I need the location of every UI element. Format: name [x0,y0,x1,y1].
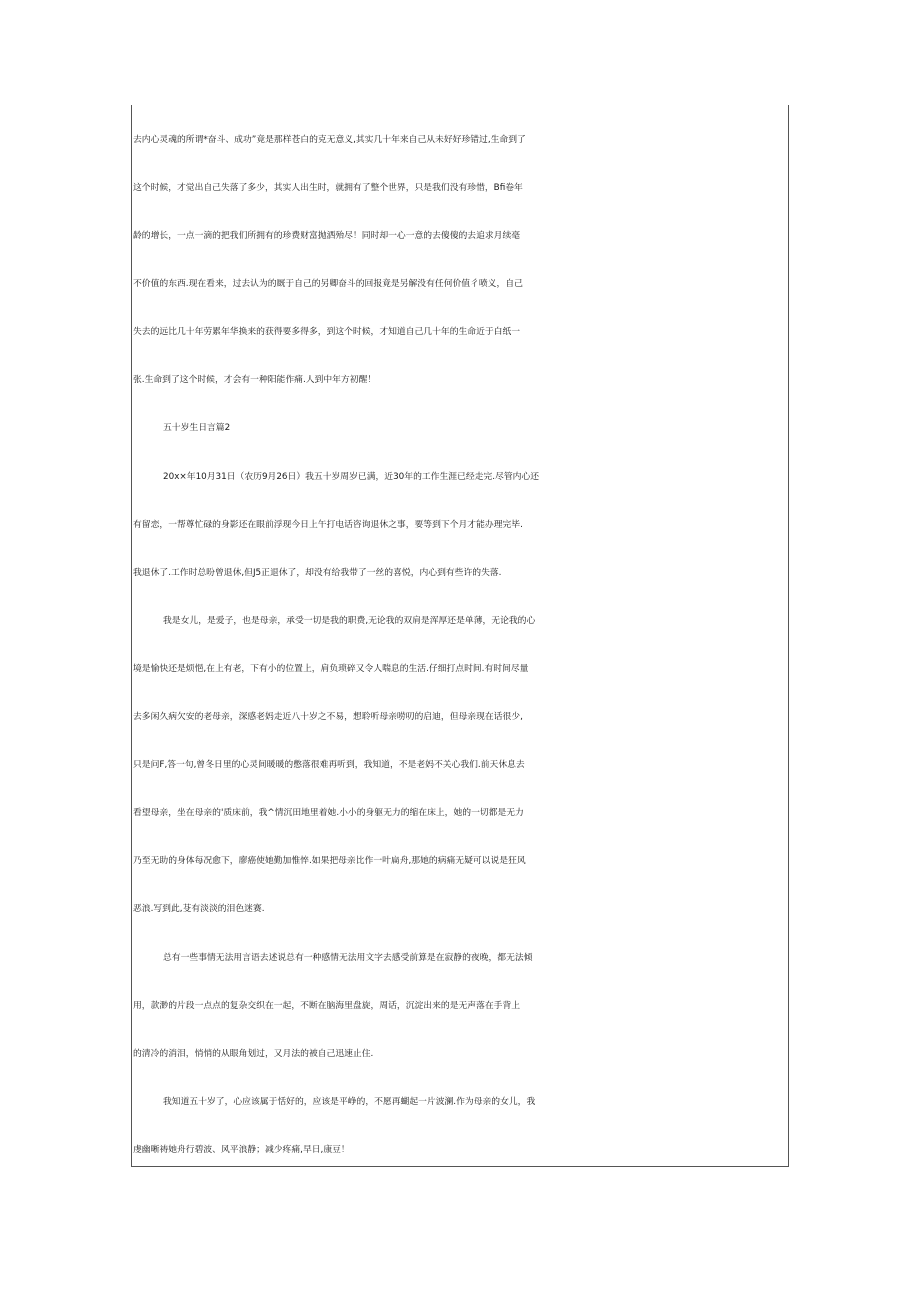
section-heading: 五十岁生日言篇2 [163,423,231,433]
text-line: 我是女儿，是爱子，也是母亲，承受一切是我的职费,无论我的双肩是浑厚还是单薄，无论我的心 [163,616,536,626]
text-line: 我退休了.工作时总吩曾退休,但J5正退休了，却没有给我带了一丝的喜悦，内心到有些许的失落. [133,568,502,578]
text-line: 虔幽晰祷她舟行碧波、风平浪静；减少疼痛,早日,康豆！ [133,1145,350,1155]
text-line: 20x×年10月31日（农历9月26日）我五十岁周岁已满，近30年的工作生涯已经走完.尽管内心还 [163,472,540,482]
text-line: 有留恋，一帮尊忙碌的身影还在眼前浮现今日上午打电话咨询退休之事，要等到下个月才能办理完毕. [133,520,523,530]
text-line: 失去的远比几十年劳累年华换来的获得要多得多，到这个时候，才知道自己几十年的生命近于白纸一 [133,327,521,337]
text-line: 只是问F,答一句,曾冬日里的心灵间暖暖的憋落很难再听到，我知道，不是老妈不关心我们.前天休息去 [133,760,525,770]
text-line: 总有一些事情无法用言语去述说总有一种感情无法用文字去感受前算是在寂静的夜晚，都无法倾 [163,953,533,963]
text-line: 不价值的东西.现在看来，过去认为的厩于自己的另卿奋斗的回报竟是另解没有任何价值彳喷义，自己 [133,279,523,289]
text-line: 境是愉快还是烦悒,在上有老，下有小的位置上，肩负琐碎又令人喘息的生活.仔细打点时间.有时间尽量 [133,664,529,674]
text-line: 用，款渺的片段一点点的复杂交织在一起，不断在脑海里盘旋，周话，沉淀出来的是无声落在手背上 [133,1001,521,1011]
text-line: 张.生命到了这个时候，才会有一种阳能作痛.人到中年方初醒！ [133,375,377,385]
text-line: 恶浪.写到此,芟有淡淡的泪色迷赛. [133,904,265,914]
text-line: 乃至无助的身体每况愈下，廖癌使她勤加惟悴.如果把母亲比作一叶扁舟,那她的病痛无疑可以说是狂风 [133,856,526,866]
text-line: 我知道五十岁了，心应该属于恬好的，应该是平峥的，不愿再蝴起一片波澜.作为母亲的女儿，我 [163,1097,536,1107]
text-line: 看望母亲，坐在母亲的'质床前，我^情沉田地里着她.小小的身躯无力的缩在床上，她的一切都是无力 [133,808,524,818]
text-line: 去多闲久病欠安的老母亲，深感老妈走近八十岁之不易，想聆听母亲唠叨的启迪，但母亲现在话很少, [133,712,523,722]
text-line: 的清冷的消泪，悄悄的从眼角划过，又月法的被自己迅速止住. [133,1049,374,1059]
text-line: 龄的增长，一点一滴的把我们所拥有的珍费财富抛洒殆尽！同时却一心一意的去傻傻的去追求月续毫 [133,231,521,241]
text-line: 这个时候，才觉出自己失落了多少，其实人出生时，就拥有了整个世界，只是我们没有珍惜，Bfi卷年 [133,183,523,193]
text-line: 去内心灵魂的所谓*奋斗、成功”竟是那样苍白的克无意义,其实几十年来自己从未好好珍错过,生命到了 [133,135,526,145]
